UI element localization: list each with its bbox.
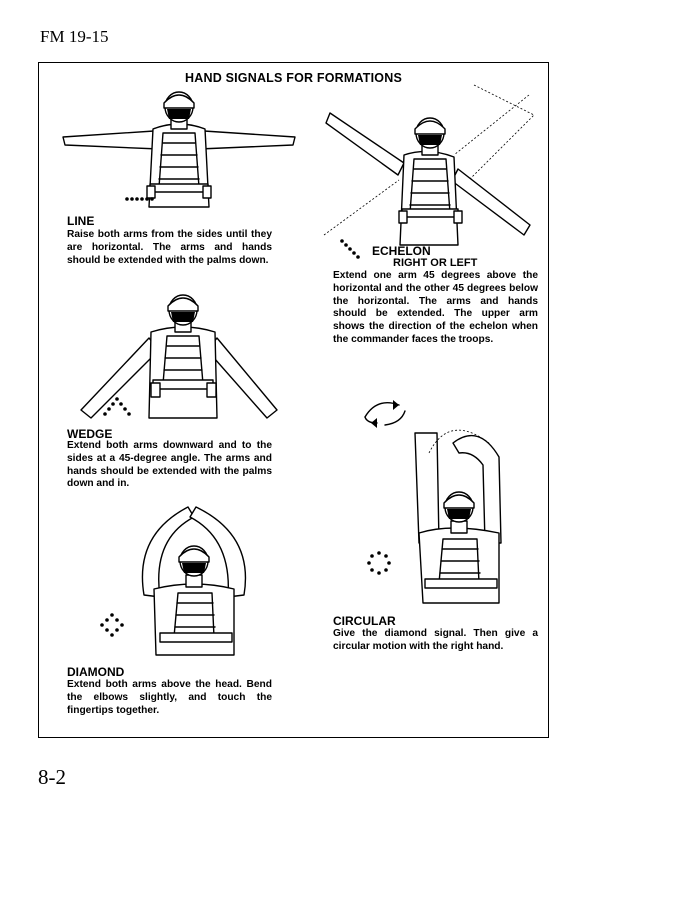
wedge-signal-illustration xyxy=(67,288,282,428)
page-footer: 8-2 xyxy=(38,765,66,789)
figure-title: HAND SIGNALS FOR FORMATIONS xyxy=(185,71,402,85)
circular-signal-description: Give the diamond signal. Then give a circular motion with the right hand. xyxy=(333,628,538,652)
soldier-figure xyxy=(142,507,245,655)
circular-motion-arrows xyxy=(365,400,405,428)
echelon-signal-illustration xyxy=(324,85,539,265)
soldier-figure xyxy=(81,295,277,418)
page-header: FM 19-15 xyxy=(40,27,109,46)
circular-formation-dots xyxy=(367,551,391,575)
line-signal-name: LINE xyxy=(67,214,95,228)
soldier-figure xyxy=(63,92,295,207)
hand-signals-figure xyxy=(38,62,549,738)
line-signal-description: Raise both arms from the sides until they are horizontal. The arms and hands should be extended with the palms down. xyxy=(67,229,272,266)
echelon-signal-description: Extend one arm 45 degrees above the horizontal and the other 45 degrees below the horizontal. The arms and hands should be extended. The upper arm shows the direction of the echelon when the commander faces the troops. xyxy=(333,270,538,345)
echelon-signal-name: ECHELON xyxy=(372,244,431,258)
diamond-signal-name: DIAMOND xyxy=(67,665,125,679)
diamond-signal-description: Extend both arms above the head. Bend the elbows slightly, and touch the fingertips together. xyxy=(67,679,272,716)
diamond-formation-dots xyxy=(100,613,124,637)
wedge-signal-name: WEDGE xyxy=(67,427,113,441)
diamond-signal-illustration xyxy=(84,505,264,655)
wedge-signal-description: Extend both arms downward and to the sides at a 45-degree angle. The arms and hands should be extended with the palms down and in. xyxy=(67,440,272,490)
echelon-formation-dots xyxy=(340,239,360,259)
echelon-signal-subname: RIGHT OR LEFT xyxy=(393,257,478,269)
circular-signal-name: CIRCULAR xyxy=(333,614,396,628)
circular-signal-illustration xyxy=(349,393,539,603)
line-signal-illustration xyxy=(59,89,299,219)
soldier-figure xyxy=(415,430,501,603)
soldier-figure xyxy=(326,113,530,245)
